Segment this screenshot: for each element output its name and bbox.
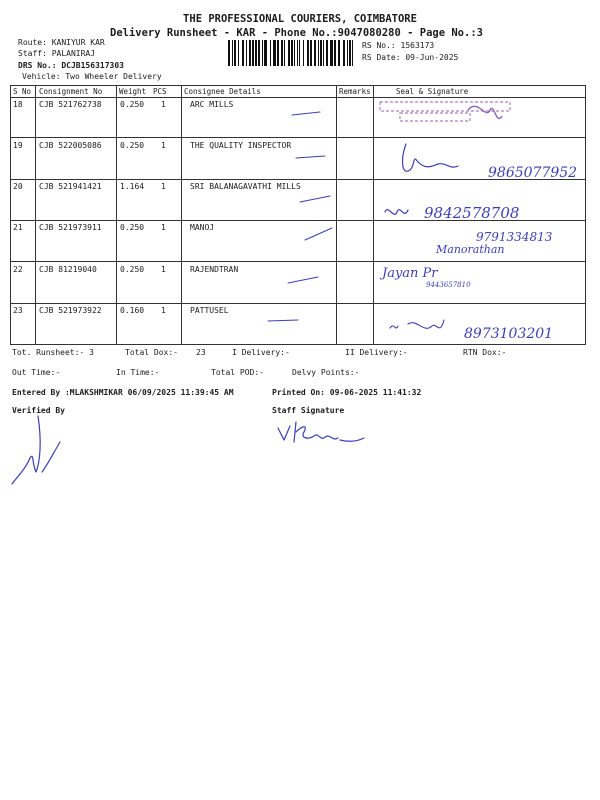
barcode-bar <box>255 40 257 66</box>
table-row-sno: 22 <box>13 265 23 274</box>
table-row-consignment: CJB 521973911 <box>39 223 102 232</box>
table-row-pcs: 1 <box>161 100 166 109</box>
barcode-bar <box>262 40 263 66</box>
vehicle-label: Vehicle: Two Wheeler Delivery <box>22 72 162 81</box>
barcode-bar <box>307 40 309 66</box>
barcode-bar <box>246 40 247 66</box>
phone-row-21: 9791334813 <box>476 230 553 244</box>
barcode-bar <box>347 40 348 66</box>
barcode-bar <box>288 40 290 66</box>
table-row-weight: 0.250 <box>120 223 145 232</box>
barcode-bar <box>249 40 251 66</box>
barcode-bar <box>303 40 304 66</box>
table-row-pcs: 1 <box>161 306 166 315</box>
tick-mark <box>292 112 320 115</box>
barcode-bar <box>323 40 324 66</box>
printed-on: Printed On: 09-06-2025 11:41:32 <box>272 388 422 397</box>
table-row-consignment: CJB 521941421 <box>39 182 102 191</box>
in-time: In Time:- <box>116 368 160 377</box>
delvy-points: Delvy Points:- <box>292 368 360 377</box>
table-row-consignee: RAJENDTRAN <box>190 265 239 274</box>
barcode-bar <box>284 40 285 66</box>
table-row-consignment: CJB 521973922 <box>39 306 102 315</box>
tick-mark <box>268 320 298 321</box>
barcode-bar <box>232 40 233 66</box>
barcode-bar <box>343 40 345 66</box>
table-row-consignee: PATTUSEL <box>190 306 229 315</box>
barcode-bar <box>318 40 319 66</box>
table-row-sno: 23 <box>13 306 23 315</box>
barcode <box>228 40 356 66</box>
rs-date: RS Date: 09-Jun-2025 <box>362 53 459 62</box>
tick-mark <box>296 156 325 158</box>
company-title: THE PROFESSIONAL COURIERS, COIMBATORE <box>183 13 417 25</box>
barcode-bar <box>258 40 260 66</box>
runsheet-subtitle: Delivery Runsheet - KAR - Phone No.:9047080280 - Page No.:3 <box>110 27 483 39</box>
table-row-weight: 0.160 <box>120 306 145 315</box>
barcode-bar <box>330 40 333 66</box>
barcode-bar <box>238 40 239 66</box>
barcode-bar <box>310 40 312 66</box>
barcode-bar <box>294 40 295 66</box>
table-row-sno: 19 <box>13 141 23 150</box>
ii-delivery: II Delivery:- <box>345 348 408 357</box>
col-pcs: PCS <box>153 87 167 96</box>
name-row-22: Jayan Pr <box>382 266 438 281</box>
barcode-bar <box>270 40 271 66</box>
phone-row-22: 9443657810 <box>426 281 471 289</box>
drs-number: DRS No.: DCJB156317303 <box>18 61 124 70</box>
signature-row-23 <box>386 318 446 340</box>
barcode-bar <box>277 40 279 66</box>
barcode-bar <box>273 40 276 66</box>
total-dox-value: 23 <box>196 348 206 357</box>
col-consignee: Consignee Details <box>184 87 261 96</box>
phone-row-19: 9865077952 <box>488 165 578 181</box>
i-delivery: I Delivery:- <box>232 348 290 357</box>
table-row-weight: 0.250 <box>120 141 145 150</box>
route-label: Route: KANIYUR KAR <box>18 38 105 47</box>
total-dox-label: Total Dox:- <box>125 348 178 357</box>
col-seal-signature: Seal & Signature <box>396 87 469 96</box>
company-stamp <box>378 98 528 138</box>
barcode-bar <box>234 40 236 66</box>
table-row-consignment: CJB 522005086 <box>39 141 102 150</box>
barcode-bar <box>352 40 353 66</box>
table-row-weight: 0.250 <box>120 265 145 274</box>
barcode-bar <box>326 40 328 66</box>
name-row-21: Manorathan <box>436 243 505 256</box>
table-row-consignee: ARC MILLS <box>190 100 234 109</box>
table-row-pcs: 1 <box>161 182 166 191</box>
table-row-weight: 0.250 <box>120 100 145 109</box>
verified-by-label: Verified By <box>12 406 65 415</box>
verified-signature <box>8 412 68 488</box>
col-consignment: Consignment No <box>39 87 103 96</box>
rtn-dox: RTN Dox:- <box>463 348 507 357</box>
barcode-bar <box>228 40 230 66</box>
rs-number: RS No.: 1563173 <box>362 41 435 50</box>
signature-row-20 <box>382 204 412 220</box>
table-row-pcs: 1 <box>161 223 166 232</box>
staff-label: Staff: PALANIRAJ <box>18 49 96 58</box>
barcode-bar <box>299 40 300 66</box>
table-row-consignee: MANOJ <box>190 223 215 232</box>
barcode-bar <box>281 40 283 66</box>
col-sno: S No <box>13 87 32 96</box>
total-pod: Total POD:- <box>211 368 264 377</box>
table-row-consignee: SRI BALANAGAVATHI MILLS <box>190 182 301 191</box>
table-row-consignment: CJB 521762738 <box>39 100 102 109</box>
barcode-bar <box>297 40 298 66</box>
phone-row-23: 8973103201 <box>464 326 554 342</box>
barcode-bar <box>314 40 316 66</box>
staff-signature <box>274 418 374 452</box>
barcode-bar <box>334 40 336 66</box>
table-row-sno: 18 <box>13 100 23 109</box>
tick-mark <box>305 228 332 240</box>
barcode-bar <box>291 40 293 66</box>
table-row-sno: 21 <box>13 223 23 232</box>
table-row-consignee: THE QUALITY INSPECTOR <box>190 141 292 150</box>
table-row-sno: 20 <box>13 182 23 191</box>
table-row-pcs: 1 <box>161 265 166 274</box>
barcode-bar <box>264 40 267 66</box>
phone-row-20: 9842578708 <box>424 204 520 222</box>
entered-by: Entered By :MLAKSHMIKAR 06/09/2025 11:39:45 AM <box>12 388 234 397</box>
barcode-bar <box>252 40 254 66</box>
table-row-consignment: CJB 81219040 <box>39 265 97 274</box>
tot-runsheet: Tot. Runsheet:- 3 <box>12 348 94 357</box>
out-time: Out Time:- <box>12 368 61 377</box>
col-remarks: Remarks <box>339 87 371 96</box>
col-weight: Weight <box>119 87 147 96</box>
signature-row-19 <box>398 140 468 182</box>
table-row-pcs: 1 <box>161 141 166 150</box>
tick-mark <box>300 196 330 202</box>
barcode-bar <box>349 40 351 66</box>
barcode-bar <box>320 40 322 66</box>
barcode-bar <box>338 40 340 66</box>
staff-signature-label: Staff Signature <box>272 406 345 415</box>
table-row-weight: 1.164 <box>120 182 145 191</box>
barcode-bar <box>242 40 244 66</box>
tick-mark <box>288 277 318 283</box>
